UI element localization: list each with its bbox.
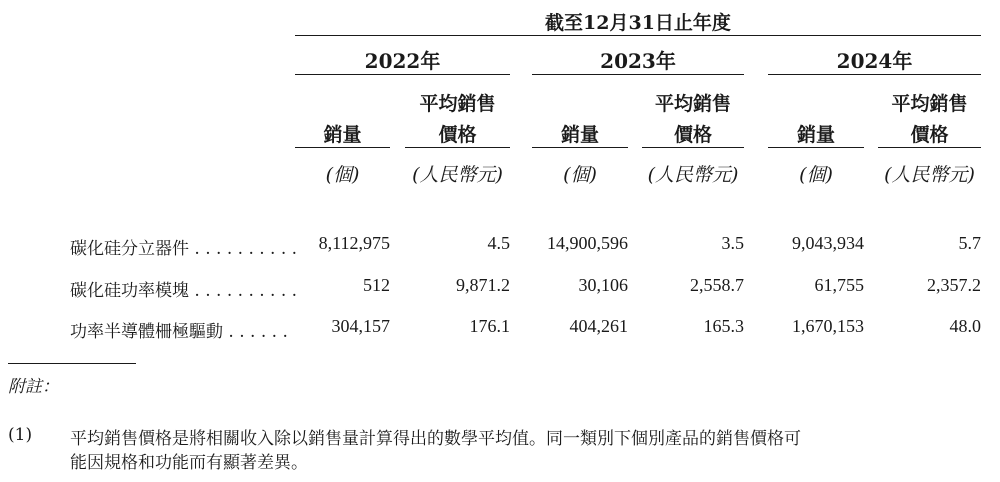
table-cell: 14,900,596 (547, 233, 628, 253)
table-cell: 2,558.7 (690, 275, 744, 295)
table-cell: 48.0 (949, 316, 981, 336)
table-cell: 9,871.2 (456, 275, 510, 295)
col-underline (768, 147, 864, 148)
col-underline (295, 147, 390, 148)
col-sales-volume-2022: 銷量 (323, 124, 362, 146)
year-header-2024: 2024年 (836, 49, 913, 73)
note-text-line1: 平均銷售價格是將相關收入除以銷售量計算得出的數學平均值。同一類別下個別產品的銷售價格可 (70, 429, 801, 449)
table-cell: 165.3 (703, 316, 744, 336)
table-cell: 3.5 (721, 233, 744, 253)
table-cell: 9,043,934 (792, 233, 864, 253)
unit-price-2024: (人民幣元) (884, 164, 975, 186)
period-underline (295, 35, 981, 36)
row-label-gate-driver: 功率半導體柵極驅動 . . . . . . (70, 322, 288, 342)
year-underline-2023 (532, 74, 744, 75)
col-avg-price-2023-line1: 平均銷售 (654, 93, 731, 115)
col-avg-price-2024-line2: 價格 (910, 124, 949, 146)
table-cell: 176.1 (469, 316, 510, 336)
unit-price-2022: (人民幣元) (412, 164, 503, 186)
period-header: 截至12月31日止年度 (545, 12, 731, 34)
notes-heading: 附註： (8, 377, 59, 397)
table-cell: 30,106 (578, 275, 628, 295)
col-avg-price-2023-line2: 價格 (673, 124, 712, 146)
row-label-sic-discrete: 碳化硅分立器件 . . . . . . . . . . (70, 239, 298, 259)
col-underline (878, 147, 981, 148)
col-underline (642, 147, 744, 148)
year-underline-2024 (768, 74, 981, 75)
table-cell: 5.7 (958, 233, 981, 253)
unit-price-2023: (人民幣元) (647, 164, 739, 186)
unit-volume-2023: (個) (563, 164, 597, 186)
col-avg-price-2024-line1: 平均銷售 (891, 93, 968, 115)
col-sales-volume-2024: 銷量 (796, 124, 835, 146)
col-avg-price-2022-line1: 平均銷售 (419, 93, 496, 115)
row-label-sic-module: 碳化硅功率模塊 . . . . . . . . . . (70, 281, 298, 301)
year-underline-2022 (295, 74, 510, 75)
table-cell: 304,157 (331, 316, 390, 336)
table-cell: 4.5 (487, 233, 510, 253)
footnote-separator (8, 363, 136, 364)
unit-volume-2024: (個) (799, 164, 833, 186)
col-sales-volume-2023: 銷量 (560, 124, 599, 146)
col-underline (405, 147, 510, 148)
table-cell: 404,261 (569, 316, 628, 336)
note-text-line2: 能因規格和功能而有顯著差異。 (70, 453, 308, 473)
year-header-2022: 2022年 (364, 49, 441, 73)
table-cell: 512 (363, 275, 390, 295)
year-header-2023: 2023年 (600, 49, 676, 73)
table-cell: 8,112,975 (318, 233, 390, 253)
col-avg-price-2022-line2: 價格 (438, 124, 477, 146)
table-cell: 1,670,153 (792, 316, 864, 336)
col-underline (532, 147, 628, 148)
unit-volume-2022: (個) (325, 164, 360, 186)
table-cell: 61,755 (814, 275, 864, 295)
table-cell: 2,357.2 (927, 275, 981, 295)
note-marker: (1) (8, 425, 33, 445)
